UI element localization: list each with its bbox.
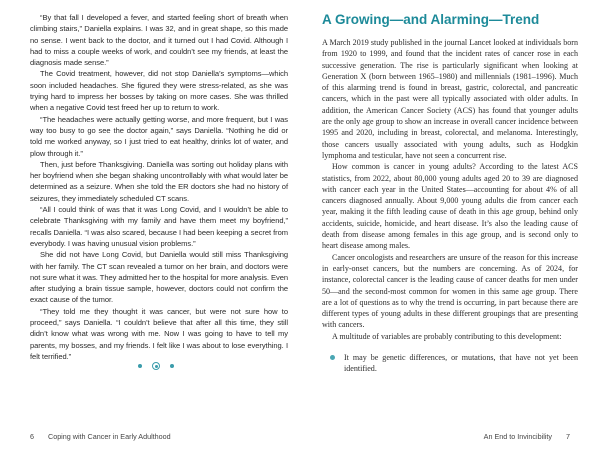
left-footer [30,432,171,441]
right-page-number: 7 [566,432,570,441]
bullet-icon [330,355,335,360]
right-paragraph-4: A multitude of variables are probably contributing to this development: [332,331,562,341]
right-footer [484,432,570,441]
ornament-dot-icon [170,364,174,368]
left-paragraph-2: The Covid treatment, however, did not stop Daniella’s symptoms—which soon included headaches. She figured they were stress-related, as she was trying hard to impress her bosses by taking on more cases. She was thrilled when a negative Covid test freed her up to return to work. [30,69,288,113]
right-paragraph-1: A March 2019 study published in the journal Lancet looked at individuals born from 1920 to 1999, and found that the incident rates of cancer rose in each successive generation. The rise is particularly significant when looking at Generation X (born between 1965–1980) and millennials (1981–1996). Much of this alarming trend is found in breast, gastric, colorectal, and pancreatic cancers, which in the past were all typically associated with older adults. In addition, the American Cancer Society (ACS) has found that younger adults are the only age group to show an increase in overall cancer incidence between 1995 and 2020, including in breast, colorectal, and melanoma. Interestingly, those cancers usually associated with young adults, such as Hodgkin lymphoma and testicular, have not seen a concurrent rise. [322,38,578,160]
left-paragraph-3: “The headaches were actually getting worse, and more frequent, but I was way too busy to go see the doctor again,” says Daniella. “Nothing he did or told me worked anyway, so I just tried to eat healthy, drinks lot of water, and plow through it.” [30,114,288,158]
section-heading: A Growing—and Alarming—Trend [322,12,540,27]
left-paragraph-4: Then, just before Thanksgiving. Daniella was sorting out holiday plans with her boyfriend when she began shaking uncontrollably with what would later be determined as a seizure. When she told the ER doctors she had no history of seizures, they immediately scheduled CT scans. [30,159,288,203]
left-paragraph-7: “They told me they thought it was cancer, but were not sure how to proceed,” says Daniella. “I couldn’t believe that after all this time, they still didn’t know what was wrong with me. Now I was going to have to tell my parents, my bosses, and my friends. I felt like I was about to lose everything. I felt terrified.” [30,306,288,361]
left-paragraph-1: “By that fall I developed a fever, and started feeling short of breath when climbing stairs,” Daniella explains. I was 32, and in great shape, so this made no sense. I went back to the doctor, and it turned out I had Covid. Although I had to miss a couple weeks of work, and couldn’t see my friends, at least the diagnosis made sense.” [30,13,288,68]
left-running-title: Coping with Cancer in Early Adulthood [48,432,171,441]
right-paragraph-3: Cancer oncologists and researchers are unsure of the reason for this increase in early-onset cancers, but the numbers are concerning. As of 2024, for instance, colorectal cancer is the leading cause of cancer deaths for men under 50—and the second-most common for women in this same age group. There are a lot of questions as to why the trend is occurring, in part because there are different types of young adults in these different groupings that are presenting with cancers. [322,252,578,330]
ornament-dot-icon [138,364,142,368]
ornament-ring-icon [152,362,160,370]
right-page [300,0,600,460]
left-paragraph-6: She did not have Long Covid, but Daniella would still miss Thanksgiving with her family. The CT scan revealed a tumor on her brain, and doctors were not sure what it was. They admitted her to the hospital for more analysis. Even after studying a brain tissue sample, however, doctors could not confirm the exact cause of the tumor. [30,250,288,305]
left-page-number: 6 [30,432,34,441]
bullet-text: It may be genetic differences, or mutations, that have not yet been identified. [344,353,578,374]
bullet-list-item [322,352,578,375]
right-paragraph-2: How common is cancer in young adults? According to the latest ACS statistics, from 2022, about 80,000 young adults aged 20 to 39 are diagnosed with cancer each year in the United States—accounting for about 4% of all cancers diagnosed annually. About 9,000 young adults die from cancer each year, making it the fifth leading cause of death in this age group, behind only accidents, suicide, homicide, and heart disease. It’s also the leading cause of death from disease among females in this age group, and is second only to heart disease among males. [322,162,578,251]
right-running-title: An End to Invincibility [483,432,552,441]
left-paragraph-5: “All I could think of was that it was Long Covid, and I wouldn’t be able to celebrate Thanksgiving with my family and have them meet my boyfriend,” recalls Daniella. “I was also scared, because I had been keeping a secret from everybody. I was having unusual vision problems.” [30,205,288,248]
section-break-ornament [126,360,186,372]
